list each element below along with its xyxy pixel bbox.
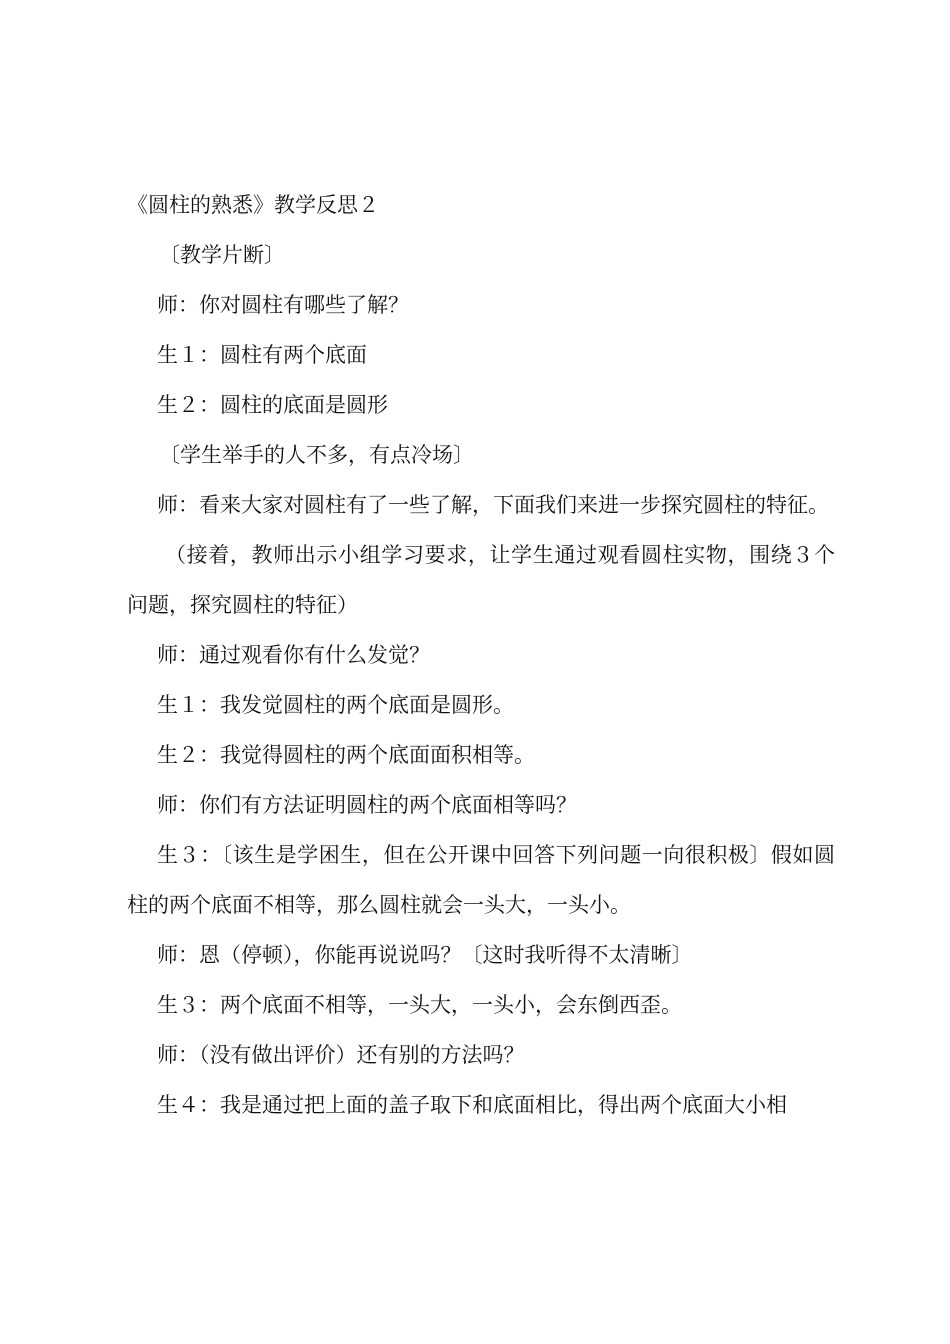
paragraph: 师：你对圆柱有哪些了解？ bbox=[157, 293, 409, 317]
paragraph: 生３：两个底面不相等，一头大，一头小，会东倒西歪。 bbox=[157, 993, 682, 1017]
paragraph: 生３：〔该生是学困生，但在公开课中回答下列问题一向很积极〕假如圆柱的两个底面不相等，那么圆柱就会一头大，一头小。 bbox=[127, 843, 835, 917]
paragraph: 生１：圆柱有两个底面 bbox=[157, 343, 367, 367]
paragraph: 〔学生举手的人不多，有点冷场〕 bbox=[159, 443, 474, 467]
section-label: 〔教学片断〕 bbox=[159, 243, 285, 267]
document-title: 《圆柱的熟悉》教学反思２ bbox=[127, 193, 379, 217]
paragraph: 生４：我是通过把上面的盖子取下和底面相比，得出两个底面大小相 bbox=[157, 1093, 787, 1117]
paragraph: 生２：我觉得圆柱的两个底面面积相等。 bbox=[157, 743, 535, 767]
paragraph: 生２：圆柱的底面是圆形 bbox=[157, 393, 388, 417]
paragraph: 师：恩（停顿），你能再说说吗？〔这时我听得不太清晰〕 bbox=[157, 943, 693, 967]
paragraph: 师：看来大家对圆柱有了一些了解，下面我们来进一步探究圆柱的特征。 bbox=[157, 493, 829, 517]
paragraph: 师：你们有方法证明圆柱的两个底面相等吗？ bbox=[157, 793, 577, 817]
document-body bbox=[127, 183, 835, 1130]
paragraph: 师：通过观看你有什么发觉？ bbox=[157, 643, 430, 667]
paragraph: （接着，教师出示小组学习要求，让学生通过观看圆柱实物，围绕３个问题，探究圆柱的特征） bbox=[127, 543, 835, 617]
paragraph: 师：（没有做出评价）还有别的方法吗？ bbox=[157, 1043, 525, 1067]
paragraph: 生１：我发觉圆柱的两个底面是圆形。 bbox=[157, 693, 514, 717]
